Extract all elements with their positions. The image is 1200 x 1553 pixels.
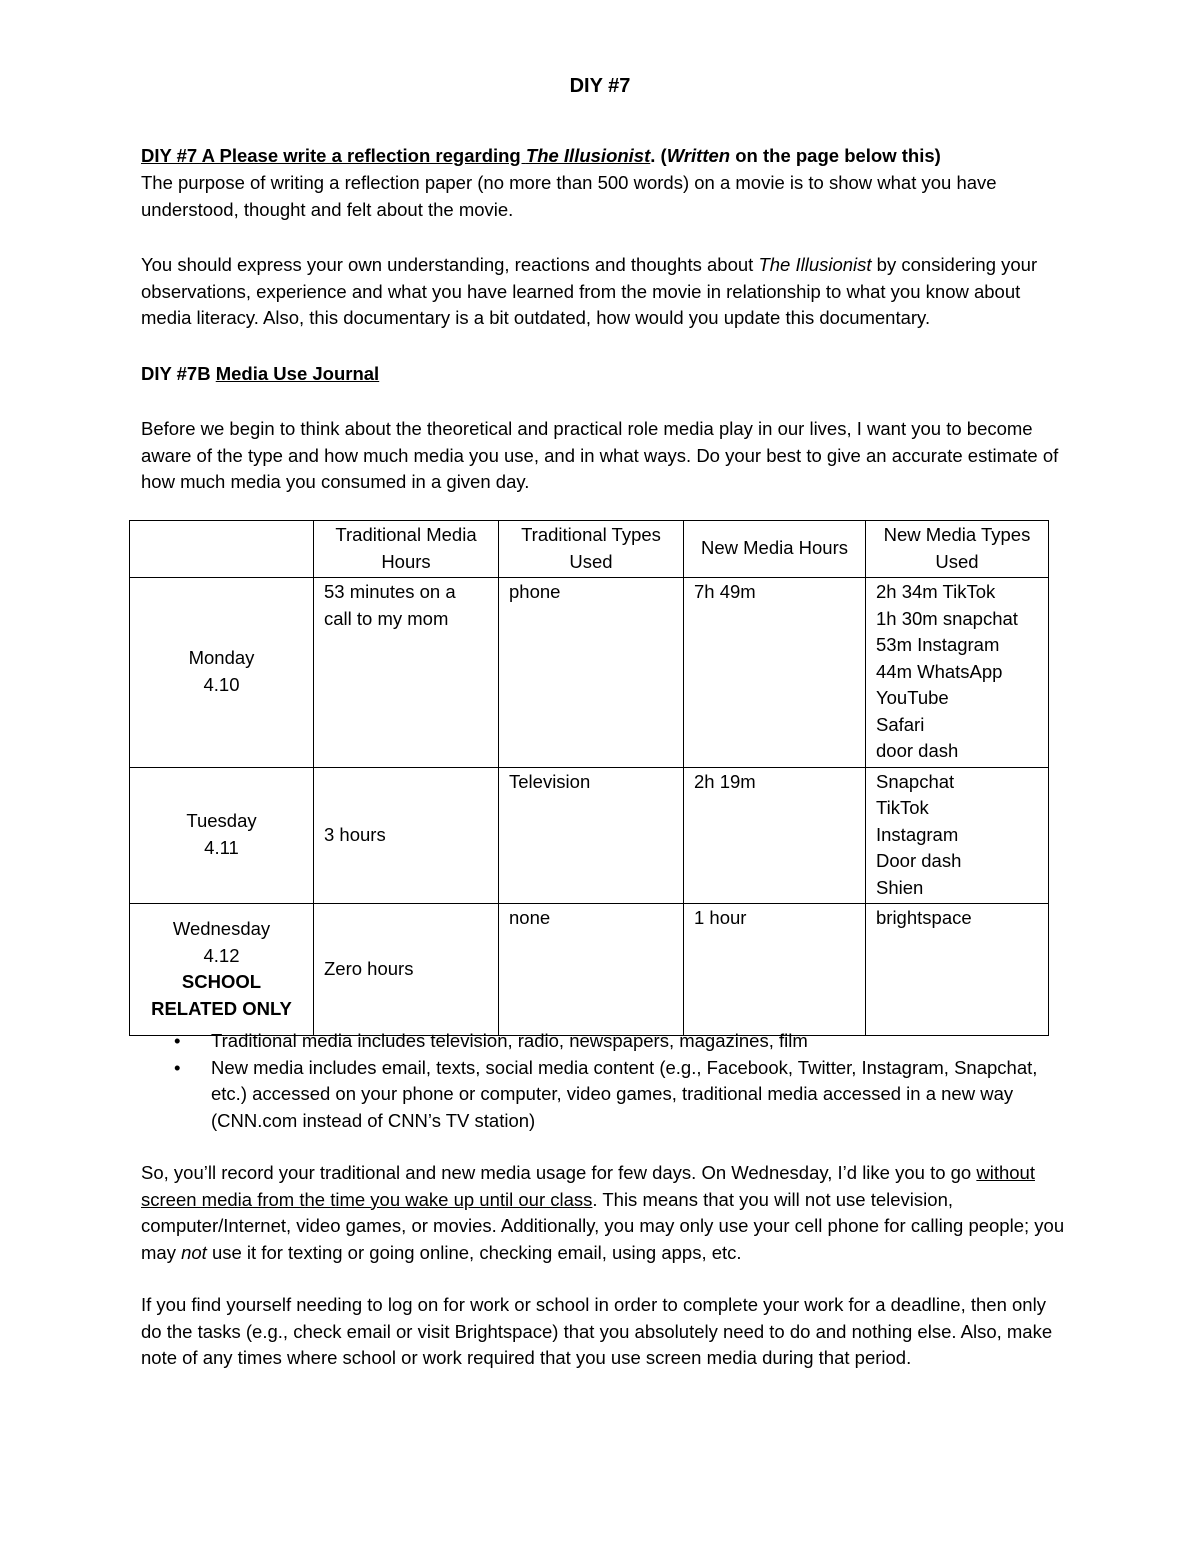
section-b-heading — [141, 361, 1071, 388]
day-name: Tuesday — [186, 810, 257, 832]
table-header-cell — [130, 521, 314, 578]
section-a-paragraph-2-after: by considering your observations, experience and what you have learned from the movie in relationship to what you know about media literacy. Also, this documentary is a bit outdated, how would you update this documentary. — [141, 254, 1038, 328]
section-b-heading-title: Media Use Journal — [215, 363, 380, 384]
bullet-icon: • — [174, 1030, 181, 1051]
traditional-hours-cell: 53 minutes on a call to my mom — [314, 578, 499, 768]
new-type-item: Snapchat — [876, 770, 955, 792]
day-note: SCHOOL RELATED ONLY — [151, 971, 292, 1019]
instructions-middle: . This means that you will not use television, computer/Internet, video games, or movies. Additionally, you may only use your cell phone for calling people; you may — [141, 1188, 1065, 1263]
day-date: 4.10 — [203, 673, 240, 695]
new-type-item: 2h 34m TikTok — [876, 581, 996, 602]
table-row — [130, 578, 1049, 768]
table-row — [130, 767, 1049, 904]
traditional-hours-cell: Zero hours — [314, 904, 499, 1036]
table-header-cell: New Media Hours — [684, 521, 866, 578]
new-type-item: Shien — [876, 876, 924, 898]
table-header-row — [130, 521, 1049, 578]
note-text: Traditional media includes television, radio, newspapers, magazines, film — [211, 1030, 808, 1051]
new-types-cell — [866, 767, 1049, 904]
traditional-types-cell: phone — [499, 578, 684, 768]
table-row — [130, 904, 1049, 1036]
new-hours-cell: 1 hour — [684, 904, 866, 1036]
list-item — [141, 1055, 1071, 1135]
section-a-heading-prefix: DIY #7 A Please write a reflection regarding — [141, 145, 526, 166]
day-name: Wednesday — [172, 918, 271, 939]
day-date: 4.11 — [204, 836, 239, 858]
new-type-item: 53m Instagram — [876, 634, 1000, 655]
notes-list — [141, 1028, 1071, 1134]
new-type-item: Instagram — [876, 823, 959, 845]
new-type-item: Door dash — [876, 850, 962, 871]
section-a-heading — [141, 143, 1071, 170]
new-type-item: 44m WhatsApp — [876, 660, 1003, 682]
day-cell — [130, 578, 314, 768]
instructions-before: So, you’ll record your traditional and new media usage for few days. On Wednesday, I’d like you to go — [141, 1162, 977, 1183]
table-header-cell: Traditional Media Hours — [314, 521, 499, 578]
media-journal-table — [129, 520, 1049, 1036]
instructions-after: use it for texting or going online, checking email, using apps, etc. — [206, 1241, 742, 1263]
section-a-paragraph-1: The purpose of writing a reflection paper (no more than 500 words) on a movie is to show what you have understood, thought and felt about the movie. — [141, 172, 997, 220]
section-b-intro: Before we begin to think about the theoretical and practical role media play in our lives, I want you to become aware of the type and how much media you use, and in what ways. Do your best to give an accurate estimate of how much media you consumed in a given day. — [141, 418, 1059, 492]
traditional-hours-cell: 3 hours — [314, 767, 499, 904]
new-type-item: Safari — [876, 713, 925, 735]
list-item — [141, 1028, 1071, 1055]
note-text: New media includes email, texts, social media content (e.g., Facebook, Twitter, Instagram, Snapchat, etc.) accessed on your phone or computer, video games, traditional media accessed in a new way (CNN.com instead of CNN’s TV station) — [211, 1056, 1038, 1131]
day-date: 4.12 — [203, 944, 240, 966]
section-a-heading-note-open: ( — [660, 145, 667, 166]
new-type-item: 1h 30m snapchat — [876, 607, 1018, 629]
new-type-item: YouTube — [876, 687, 949, 708]
instructions-underlined: without screen media from the time you wake up until our class — [141, 1162, 1035, 1210]
section-a-heading-period: . — [650, 145, 661, 166]
section-a-paragraph-2 — [141, 252, 1071, 332]
instructions-emphasis: not — [181, 1241, 207, 1263]
page-title: DIY #7 — [569, 75, 631, 97]
section-a-paragraph-2-before: You should express your own understanding, reactions and thoughts about — [141, 254, 759, 275]
traditional-types-cell: Television — [499, 767, 684, 904]
section-a-paragraph-2-movie: The Illusionist — [758, 254, 872, 275]
day-cell — [130, 767, 314, 904]
deadline-paragraph: If you find yourself needing to log on for work or school in order to complete your work for a deadline, then only do the tasks (e.g., check email or visit Brightspace) that you absolutely need to do and nothing else. Also, make note of any times where school or work required that you use screen media during that period. — [141, 1294, 1053, 1368]
day-cell — [130, 904, 314, 1036]
section-a-heading-note-rest: on the page below this) — [730, 145, 941, 166]
new-types-cell — [866, 578, 1049, 768]
section-b-heading-prefix: DIY #7B — [141, 363, 216, 384]
bullet-icon: • — [174, 1056, 181, 1078]
new-hours-cell: 7h 49m — [684, 578, 866, 768]
table-header-cell: Traditional Types Used — [499, 521, 684, 578]
new-types-cell — [866, 904, 1049, 1036]
new-type-item: door dash — [876, 740, 959, 761]
new-hours-cell: 2h 19m — [684, 767, 866, 904]
section-a-heading-movie: The Illusionist — [525, 145, 651, 166]
new-type-item: brightspace — [876, 907, 972, 928]
traditional-types-cell: none — [499, 904, 684, 1036]
new-type-item: TikTok — [876, 797, 929, 818]
day-name: Monday — [188, 647, 255, 669]
section-a-heading-note-written: Written — [666, 145, 731, 166]
table-header-cell: New Media Types Used — [866, 521, 1049, 578]
instructions-paragraph — [141, 1160, 1071, 1266]
